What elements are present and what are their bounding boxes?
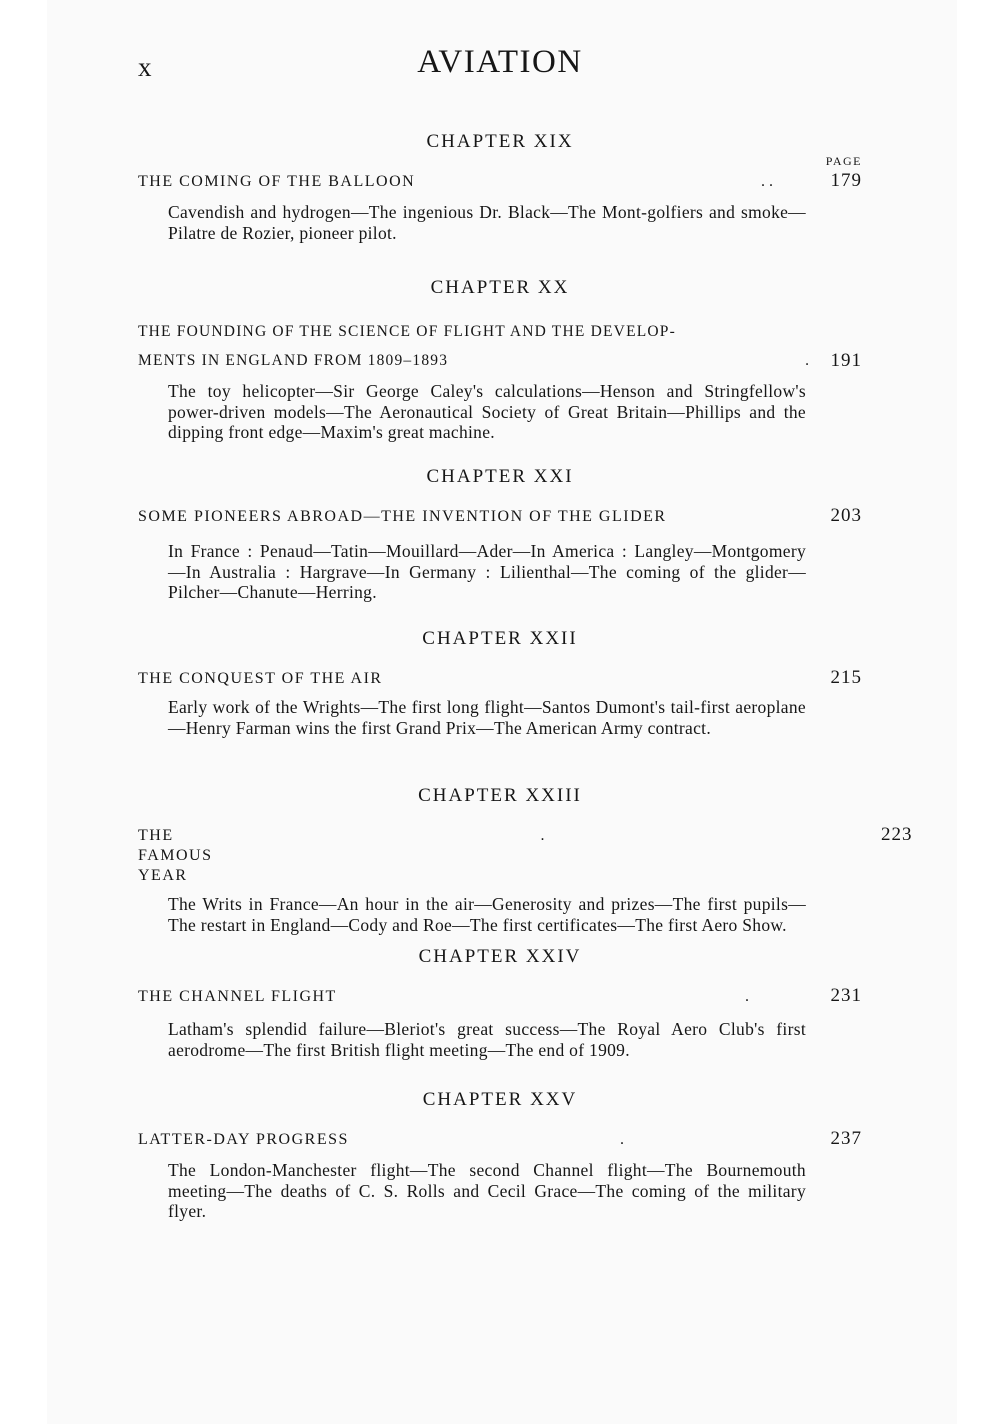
chapter-entry (138, 946, 862, 1060)
dot-leader: . (540, 827, 545, 844)
chapter-summary: In France : Penaud—Tatin—Mouillard—Ader—In America : Langley—Montgomery—In Australia : Hargrave—In Germany : Lilienthal—The coming of the glider—Pilcher—Chanute—Herring. (168, 541, 806, 602)
chapter-title-row (138, 506, 862, 527)
dot-leader: . (620, 1131, 624, 1148)
chapter-title: THE FOUNDING OF THE SCIENCE OF FLIGHT AND THE DEVELOP- MENTS IN ENGLAND FROM 1809–1893 (138, 323, 676, 369)
chapter-page-number: 237 (830, 1128, 862, 1149)
chapter-heading: CHAPTER XXV (422, 1089, 578, 1110)
chapter-title: THE CONQUEST OF THE AIR (138, 670, 383, 687)
chapter-heading: CHAPTER XXIV (418, 946, 582, 967)
chapter-heading: CHAPTER XXIII (418, 785, 582, 806)
chapter-page-number: 231 (830, 985, 862, 1006)
chapter-heading: CHAPTER XXI (426, 466, 574, 487)
chapter-title: THE CHANNEL FLIGHT (138, 988, 337, 1005)
chapter-title-row (138, 668, 862, 689)
chapter-title: THE FAMOUS YEAR (138, 827, 213, 884)
chapter-entry (138, 131, 862, 243)
dot-leader: . (805, 352, 809, 369)
chapter-title-row (138, 317, 862, 375)
chapter-heading: CHAPTER XX (430, 277, 570, 298)
chapter-title: SOME PIONEERS ABROAD—THE INVENTION OF THE GLIDER (138, 508, 667, 525)
chapter-summary: The London-Manchester flight—The second Channel flight—The Bournemouth meeting—The deaths of C. S. Rolls and Cecil Grace—The coming of the military flyer. (168, 1160, 806, 1221)
chapter-title: LATTER-DAY PROGRESS (138, 1131, 349, 1148)
chapter-summary: Latham's splendid failure—Bleriot's great success—The Royal Aero Club's first aerodrome—The first British flight meeting—The end of 1909. (168, 1019, 806, 1060)
chapter-page-number: 223 (881, 824, 913, 845)
chapter-summary: Early work of the Wrights—The first long flight—Santos Dumont's tail-first aeroplane—Henry Farman wins the first Grand Prix—The American Army contract. (168, 697, 806, 738)
chapter-page-number: 179 (830, 170, 862, 191)
chapter-entry (138, 785, 913, 935)
chapter-page-number: 203 (830, 505, 862, 526)
chapter-entry (138, 466, 862, 603)
chapter-page-number: 191 (830, 350, 862, 371)
chapter-page-number: 215 (830, 667, 862, 688)
chapter-title-row (138, 171, 862, 192)
page-column-label: PAGE (825, 154, 862, 168)
chapter-entry (138, 1089, 862, 1222)
chapter-summary: Cavendish and hydrogen—The ingenious Dr. Black—The Mont-golfiers and smoke—Pilatre de Rozier, pioneer pilot. (168, 202, 806, 243)
running-title: AVIATION (417, 44, 583, 80)
dot-leader: . (745, 988, 749, 1005)
chapter-summary: The Writs in France—An hour in the air—Generosity and prizes—The first pupils—The restart in England—Cody and Roe—The first certificates—The first Aero Show. (168, 894, 806, 935)
chapter-title-row (138, 1129, 862, 1150)
chapter-entry (138, 628, 862, 738)
chapter-title-row (138, 986, 862, 1007)
chapter-heading: CHAPTER XIX (426, 131, 574, 152)
chapter-entry (138, 277, 862, 443)
chapter-title-row (138, 824, 913, 886)
dot-leader: . . (761, 173, 773, 190)
chapter-heading: CHAPTER XXII (422, 628, 578, 649)
page-folio: x (138, 52, 153, 82)
chapter-title: THE COMING OF THE BALLOON (138, 173, 416, 190)
chapter-summary: The toy helicopter—Sir George Caley's calculations—Henson and Stringfellow's power-driven models—The Aeronautical Society of Great Britain—Phillips and the dipping front edge—Maxim's great machine. (168, 381, 806, 442)
